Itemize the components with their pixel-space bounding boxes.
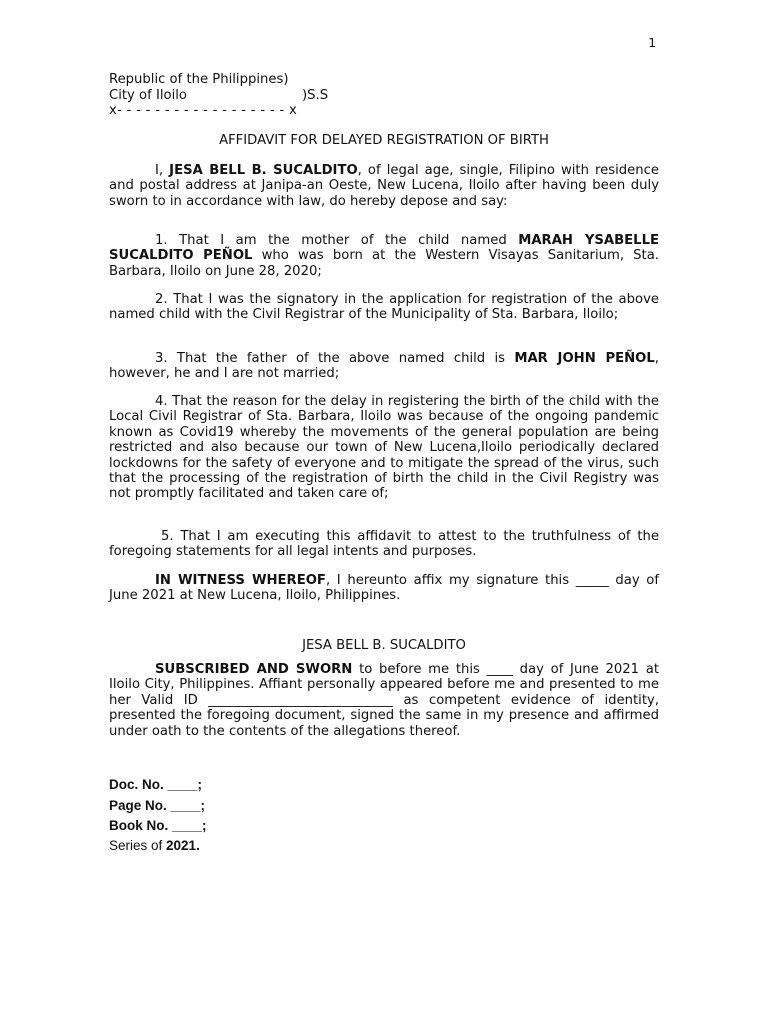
page-no <box>109 798 205 813</box>
page-number: 1 <box>648 36 656 50</box>
series-wrap <box>109 838 200 853</box>
witness-clause <box>109 573 659 604</box>
paragraph-4: 4. That the reason for the delay in registering the birth of the child with the Local Civil Registrar of Sta. Barbara, Iloilo was because of the ongoing pandemic known as Covid19 whereby the movements of the general population are being restricted and also because our town of New Lucena,Iloilo periodically declared lockdowns for the safety of everyone and to mitigate the spread of the virus, such that the processing of the registration of birth the child in the Civil Registry was not promptly facilitated and taken care of; <box>109 394 659 502</box>
series-line <box>109 838 200 853</box>
book-no-label: Book No. <box>109 818 169 833</box>
jurat-paragraph <box>109 662 659 739</box>
paragraph-5: 5. That I am executing this affidavit to attest to the truthfulness of the foregoing statements for all legal intents and purposes. <box>109 529 659 560</box>
caption-divider: x- - - - - - - - - - - - - - - - - - x <box>109 103 298 118</box>
paragraph-2: 2. That I was the signatory in the application for registration of the above named child with the Civil Registrar of the Municipality of Sta. Barbara, Iloilo; <box>109 292 659 323</box>
child-name: MARAH YSABELLE SUCALDITO PEÑOL <box>109 233 659 264</box>
document-title: AFFIDAVIT FOR DELAYED REGISTRATION OF BIRTH <box>219 133 549 148</box>
witness-lead: IN WITNESS WHEREOF <box>155 573 326 588</box>
caption-ss: )S.S <box>302 88 329 103</box>
page-no-blank: ____; <box>166 798 206 813</box>
book-no-blank: ____; <box>168 818 207 833</box>
series-label: Series <box>109 838 148 853</box>
witness-text: , I hereunto affix my signature this _____ day of June 2021 at New Lucena, Iloilo, Philippines. <box>109 573 660 604</box>
caption-city-name: City of Iloilo <box>109 88 187 103</box>
jurat-text: to before me this ____ day of June 2021 at Iloilo City, Philippines. Affiant personally appeared before me and presented to me her Valid ID ____________________________ as competent evidence of identity, presented the foregoing document, signed the same in my presence and affirmed under oath to the contents of the allegations thereof. <box>109 662 659 739</box>
paragraph-3 <box>109 351 659 382</box>
book-no <box>109 818 207 833</box>
intro-paragraph <box>109 163 659 209</box>
p1-pre: 1. That I am the mother of the child named <box>155 233 519 248</box>
series-of: of <box>147 838 167 853</box>
page-no-label: Page No. <box>109 798 167 813</box>
father-name: MAR JOHN PEÑOL <box>514 351 655 366</box>
caption-republic: Republic of the Philippines) <box>109 72 289 87</box>
signatory-name: JESA BELL B. SUCALDITO <box>302 638 466 653</box>
doc-no-blank: ____; <box>163 777 203 792</box>
p3-pre: 3. That the father of the above named child is <box>155 351 515 366</box>
intro-pre: I, <box>155 163 170 178</box>
series-end: . <box>196 838 200 853</box>
intro-post: , of legal age, single, Filipino with residence and postal address at Janipa-an Oeste, New Lucena, Iloilo after having been duly sworn to in accordance with law, do hereby depose and say: <box>109 163 659 209</box>
doc-no-label: Doc. No. <box>109 777 164 792</box>
caption-city <box>109 88 329 103</box>
series-year: 2021 <box>166 838 197 853</box>
p3-post: , however, he and I are not married; <box>109 351 659 382</box>
doc-no <box>109 777 202 792</box>
jurat-lead: SUBSCRIBED AND SWORN <box>155 662 353 677</box>
affiant-name: JESA BELL B. SUCALDITO <box>169 163 358 178</box>
p1-post: who was born at the Western Visayas Sanitarium, Sta. Barbara, Iloilo on June 28, 2020; <box>109 248 659 279</box>
paragraph-1 <box>109 233 659 279</box>
